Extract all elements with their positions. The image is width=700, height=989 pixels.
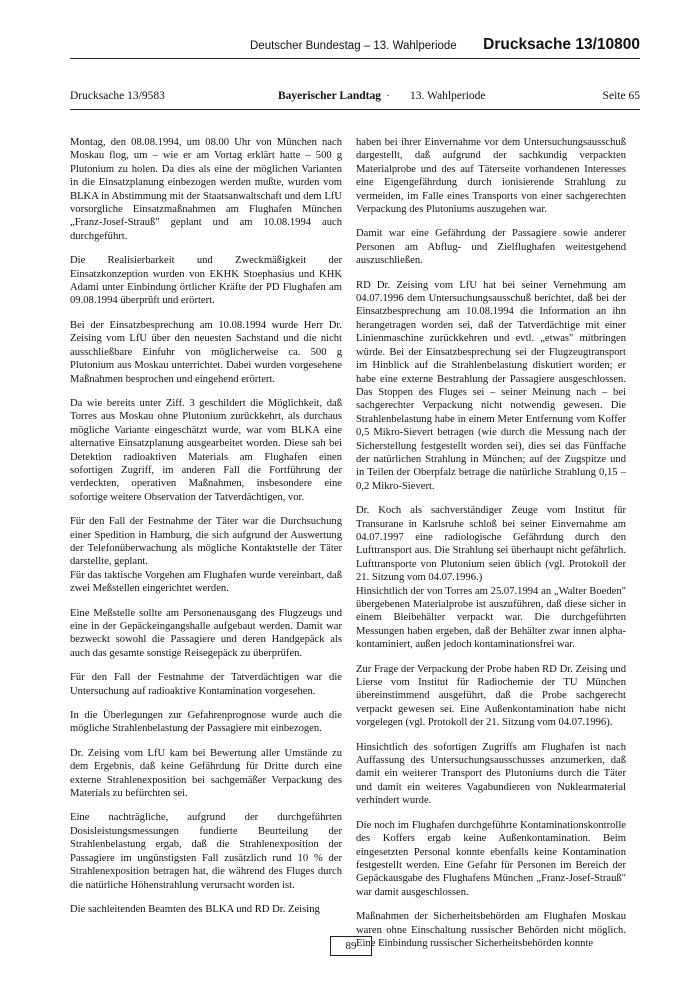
paragraph: Für den Fall der Festnahme der Tatverdächtigen war die Untersuchung auf radioaktive Kontamination vorgesehen.	[70, 672, 342, 697]
running-header	[70, 90, 640, 106]
paragraph: Dr. Koch als sachverständiger Zeuge vom Institut für Transurane in Karlsruhe schloß bei seiner Einvernahme am 04.07.1997 eine radiologische Gefährdung durch den Lufttransport aus. Die Strahlung sei überhaupt nicht gefährlich. Lufttransporte von Plutonium seien üblich (vgl. Protokoll der 21. Sitzung vom 04.07.1996.) Hinsichtlich der von Torres am 25.07.1994 an „Walter Boeden" übergebenen Materialprobe ist auszuführen, daß diese sicher in einem Bleibehälter verpackt war. Die durchgeführten Messungen haben ergeben, daß der Behälter zwar innen alpha-kontaminiert, außen jedoch kontaminationsfrei war.	[356, 505, 626, 651]
bundestag-period: Deutscher Bundestag – 13. Wahlperiode	[250, 40, 457, 52]
drucksache-number: Drucksache 13/10800	[483, 36, 640, 53]
paragraph: Die Realisierbarkeit und Zweckmäßigkeit der Einsatzkonzeption wurden von EKHK Stoephasius und KHK Adami unter Einbindung örtlicher Kräfte der PD Flughafen am 09.08.1994 überprüft und erörtert.	[70, 255, 342, 307]
left-column	[70, 136, 342, 927]
paragraph: Hinsichtlich des sofortigen Zugriffs am Flughafen ist nach Auffassung des Untersuchungsausschusses anzumerken, daß damit ein weiterer Transport des Plutoniums durch die Täter und damit ein weiteres Vagabundieren von Nuklearmaterial verhindert wurde.	[356, 741, 626, 807]
paragraph: RD Dr. Zeising vom LfU hat bei seiner Vernehmung am 04.07.1996 dem Untersuchungsausschuß berichtet, daß bei der Einsatzbesprechung am 10.08.1994 die Information an ihn herangetragen worden sei, daß der Tatverdächtige mit einer Linienmaschine zurückkehren und evtl. „etwas" mitbringen würde. Bei der Einsatzbesprechung sei der Flugzeugtransport im Hinblick auf die Strahlenbelastung diskutiert worden; er habe eine externe Bestrahlung der Passagiere ausgeschlossen. Das Stoppen des Fluges sei – seiner Meinung nach – bei sachgerechter Verpackung nicht notwendig gewesen. Die Strahlenbelastung habe in einem Meter Entfernung vom Koffer 0,5 Mikro-Sievert betragen (wie durch die Messung nach der Sicherstellung festgestellt worden sei), dies sei das Fünffache der natürlichen Strahlung in München; auf der Zugspitze und in Teilen der Oberpfalz betrage die natürliche Strahlung 0,15 – 0,2 Mikro-Sievert.	[356, 279, 626, 492]
header-rule	[70, 109, 640, 110]
running-header-separator: ·	[386, 90, 390, 102]
paragraph: haben bei ihrer Einvernahme vor dem Untersuchungsausschuß dargestellt, daß aufgrund der sachkundig verpackten Materialprobe und des auf Täterseite vorhandenen Interesses eine Eigengefährdung durch ionisierende Strahlung zu vermeiden, im Falle eines Transports von einer sachgerechten Verpackung des Plutoniums auszugehen war.	[356, 137, 626, 216]
paragraph: Eine Meßstelle sollte am Personenausgang des Flugzeugs und eine in der Gepäckeingangshalle aufgebaut werden. Damit war bezweckt sowohl die Passagiere und deren Handgepäck als auch das gesamte sonstige Reisegepäck zu überprüfen.	[70, 607, 342, 659]
paragraph: In die Überlegungen zur Gefahrenprognose wurde auch die mögliche Strahlenbelastung der Passagiere mit einbezogen.	[70, 710, 342, 735]
paragraph: Maßnahmen der Sicherheitsbehörden am Flughafen Moskau waren ohne Einschaltung russischer Behörden nicht möglich. Eine Einbindung russischer Sicherheitsbehörden konnte	[356, 911, 626, 949]
paragraph: Eine nachträgliche, aufgrund der durchgeführten Dosisleistungsmessungen fundierte Beurteilung der Strahlenbelastung ergab, daß die Strahlenexposition der Passagiere im ungünstigsten Fall zusätzlich rund 10 % der Strahlenexposition betragen hat, die während des Fluges durch die natürliche Höhenstrahlung verursacht worden ist.	[70, 812, 342, 891]
paragraph: Da wie bereits unter Ziff. 3 geschildert die Möglichkeit, daß Torres aus Moskau ohne Plutonium zurückkehrt, als durchaus mögliche Variante eingeschätzt wurde, war vom BLKA eine alternative Einsatzplanung ausgearbeitet worden. Diese sah bei Detektion radioaktiven Materials am Flughafen einen sofortigen Zugriff, im anderen Fall die Fortführung der verdeckten, operativen Maßnahmen, insbesondere eine sofortige weitere Observation der Tatverdächtigen, vor.	[70, 397, 342, 503]
page-number: 89	[330, 936, 372, 956]
paragraph: Die noch im Flughafen durchgeführte Kontaminationskontrolle des Koffers ergab keine Außenkontamination. Beim eingesetzten Personal konnte ebenfalls keine Kontamination festgestellt werden. Eine Gefahr für Personen im Bereich der Gepäckausgabe des Flughafens München „Franz-Josef-Strauß" war damit ausgeschlossen.	[356, 819, 626, 898]
running-header-left: Drucksache 13/9583	[70, 90, 165, 102]
right-column	[356, 136, 626, 961]
paragraph: Die sachleitenden Beamten des BLKA und RD Dr. Zeising	[70, 903, 320, 915]
running-header-center: Bayerischer Landtag	[278, 90, 381, 102]
paragraph: Bei der Einsatzbesprechung am 10.08.1994 wurde Herr Dr. Zeising vom LfU über den neuesten Sachstand und die nicht ausschließbare Einfuhr von möglicherweise ca. 500 g Plutonium aus Moskau unterrichtet. Dabei wurden vorgesehene Maßnahmen besprochen und eingehend erörtert.	[70, 319, 342, 385]
paragraph: Zur Frage der Verpackung der Probe haben RD Dr. Zeising und Lierse vom Institut für Radiochemie der TU München übereinstimmend ausgeführt, daß die Probe sachgerecht verpackt gewesen sei. Eine Außenkontamination habe nicht vorgelegen (vgl. Protokoll der 21. Sitzung vom 04.07.1996).	[356, 663, 626, 729]
bundestag-header	[70, 36, 640, 59]
running-header-page: Seite 65	[602, 90, 640, 102]
running-header-period: 13. Wahlperiode	[410, 90, 486, 102]
paragraph: Montag, den 08.08.1994, um 08.00 Uhr von München nach Moskau flog, um – wie er am Vortag erklärt hatte – 500 g Plutonium zu holen. Da dies als eine der möglichen Varianten in die Einsatzplanung einbezogen werden mußte, wurden vom BLKA in Abstimmung mit der Staatsanwaltschaft und dem LfU vorsorgliche Einsatzmaßnahmen am Flughafen München „Franz-Josef-Strauß" geplant und am 10.08.1994 auch durchgeführt.	[70, 137, 342, 242]
paragraph: Für den Fall der Festnahme der Täter war die Durchsuchung einer Spedition in Hamburg, die sich aufgrund der Auswertung der Telefonüberwachung als mögliche Kontaktstelle der Täter darstellte, geplant. Für das taktische Vorgehen am Flughafen wurde vereinbart, daß zwei Meßstellen eingerichtet werden.	[70, 516, 342, 595]
paragraph: Dr. Zeising vom LfU kam bei Bewertung aller Umstände zu dem Ergebnis, daß keine Gefährdung für Dritte durch eine externe Strahlenexposition bei sachgemäßer Verpackung des Materials zu befürchten sei.	[70, 747, 342, 800]
paragraph: Damit war eine Gefährdung der Passagiere sowie anderer Personen am Abflug- und Zielflughafen weitestgehend auszuschließen.	[356, 228, 626, 267]
